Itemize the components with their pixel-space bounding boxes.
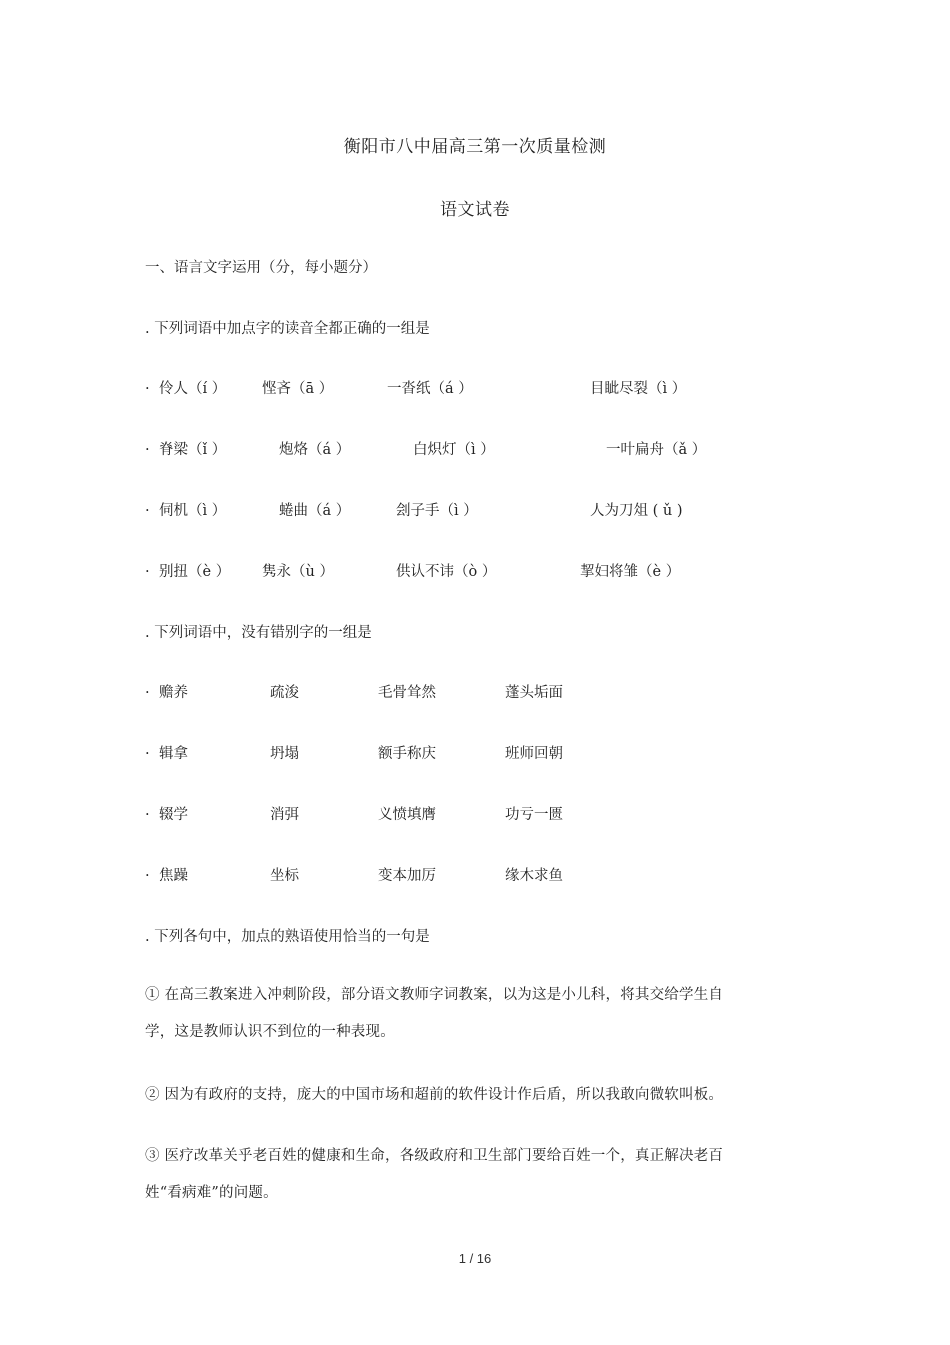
option-item: 辍学 [159,807,188,823]
option-item: 蓬头垢面 [505,685,563,701]
option-item: 伶人（í ） [159,381,227,397]
option-item: 缘木求鱼 [505,868,563,884]
option-item: 一叶扁舟（ǎ ） [606,442,707,458]
option-item: 供认不讳（ò ） [396,564,497,580]
option-item: 坍塌 [270,746,299,762]
option-item: 赡养 [159,685,188,701]
option-item: 一沓纸（á ） [387,381,473,397]
question-1-stem: . 下列词语中加点字的读音全都正确的一组是 [145,321,430,337]
option-item: 毛骨耸然 [378,685,436,701]
q3-sentence-2: ② 因为有政府的支持，庞大的中国市场和超前的软件设计作后盾，所以我敢向微软叫板。 [145,1087,724,1103]
option-item: 伺机（ì ） [159,503,227,519]
option-item: 蜷曲（á ） [279,503,351,519]
option-item: 功亏一匮 [505,807,563,823]
option-item: 挈妇将雏（è ） [580,564,681,580]
question-3-stem: . 下列各句中，加点的熟语使用恰当的一句是 [145,929,430,945]
option-marker: . [145,377,150,393]
option-item: 辑拿 [159,746,188,762]
option-item: 人为刀俎 ( ǔ ) [590,503,683,519]
option-item: 变本加厉 [378,868,436,884]
option-item: 义愤填膺 [378,807,436,823]
option-item: 隽永（ù ） [262,564,334,580]
option-item: 坐标 [270,868,299,884]
document-title: 衡阳市八中届高三第一次质量检测 [343,137,607,157]
option-marker: . [145,742,150,758]
option-item: 白炽灯（ì ） [413,442,495,458]
option-item: 脊梁（ǐ ） [159,442,227,458]
option-item: 目眦尽裂（ì ） [590,381,687,397]
option-marker: . [145,864,150,880]
q3-sentence-3: ③ 医疗改革关乎老百姓的健康和生命，各级政府和卫生部门要给百姓一个，真正解决老百姓“看病难”的问题。 [145,1148,724,1201]
document-subtitle: 语文试卷 [440,200,510,220]
option-item: 刽子手（ì ） [396,503,478,519]
section-heading: 一、语言文字运用（分，每小题分） [145,260,377,276]
option-item: 疏浚 [270,685,299,701]
q3-sentence-1: ① 在高三教案进入冲刺阶段，部分语文教师字词教案，以为这是小儿科，将其交给学生自学，这是教师认识不到位的一种表现。 [145,987,724,1040]
option-item: 别扭（è ） [159,564,231,580]
option-marker: . [145,803,150,819]
option-marker: . [145,681,150,697]
option-item: 消弭 [270,807,299,823]
question-2-stem: . 下列词语中，没有错别字的一组是 [145,625,372,641]
option-item: 额手称庆 [378,746,436,762]
option-marker: . [145,499,150,515]
option-item: 炮烙（á ） [279,442,351,458]
option-item: 焦躁 [159,868,188,884]
page-indicator: 1 / 16 [458,1251,492,1266]
option-item: 班师回朝 [505,746,563,762]
option-marker: . [145,560,150,576]
option-marker: . [145,438,150,454]
option-item: 悭吝（ā ） [262,381,334,397]
